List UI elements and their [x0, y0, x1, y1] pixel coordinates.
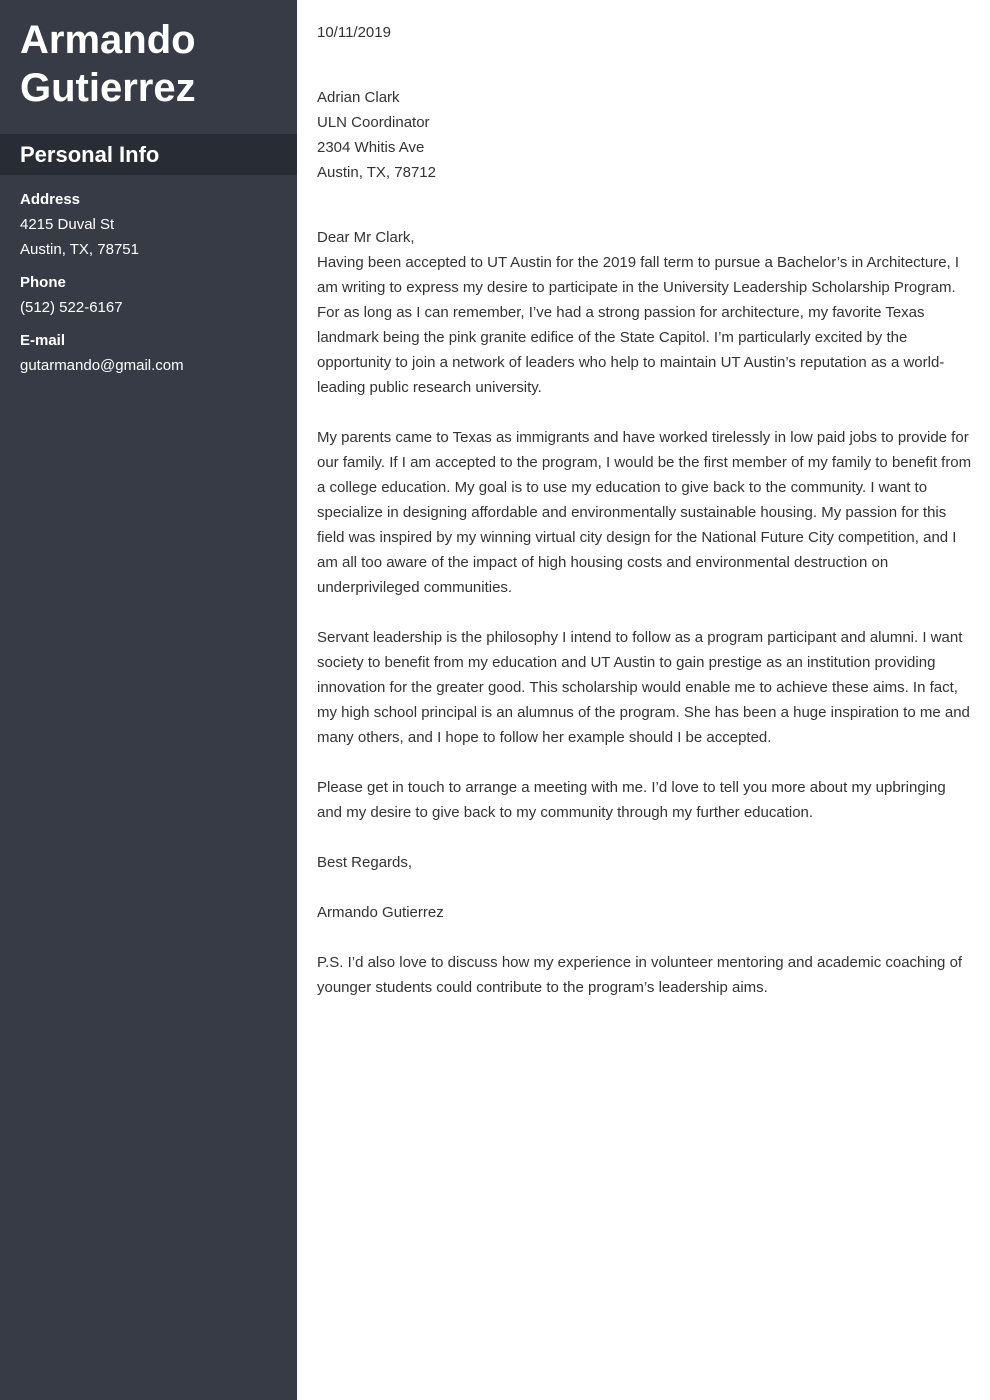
email-group: [20, 328, 277, 378]
closing: Best Regards,: [317, 854, 413, 871]
phone-label: Phone: [20, 274, 66, 291]
paragraph-1: Having been accepted to UT Austin for the 2019 fall term to pursue a Bachelor’s in Architecture, I am writing to express my desire to participate in the University Leadership Scholarship Program. For as long as I can remember, I’ve had a strong passion for architecture, my favorite Texas landmark being the pink granite edifice of the State Capitol. I’m particularly excited by the opportunity to join a network of leaders who help to maintain UT Austin’s reputation as a world-leading public research university.: [317, 254, 960, 396]
recipient-block: [317, 85, 973, 185]
signature: Armando Gutierrez: [317, 904, 444, 921]
personal-info-heading: Personal Info: [0, 134, 297, 175]
address-line-1: 4215 Duval St: [20, 216, 115, 233]
postscript: P.S. I’d also love to discuss how my experience in volunteer mentoring and academic coaching of younger students could contribute to the program’s leadership aims.: [317, 954, 963, 996]
recipient-name: Adrian Clark: [317, 89, 400, 106]
email-value: gutarmando@gmail.com: [20, 357, 184, 374]
sidebar: [0, 0, 297, 1400]
letter-body: [317, 20, 973, 1000]
recipient-city: Austin, TX, 78712: [317, 164, 436, 181]
applicant-first-name: Armando: [20, 18, 196, 62]
address-group: [20, 187, 277, 262]
paragraph-3: Servant leadership is the philosophy I intend to follow as a program participant and alumni. I want society to benefit from my education and UT Austin to gain prestige as an institution providing innovation for the greater good. This scholarship would enable me to achieve these aims. In fact, my high school principal is an alumnus of the program. She has been a huge inspiration to me and many others, and I hope to follow her example should I be accepted.: [317, 629, 970, 746]
personal-info: [0, 175, 297, 378]
recipient-street: 2304 Whitis Ave: [317, 139, 425, 156]
applicant-last-name: Gutierrez: [20, 66, 196, 110]
email-label: E-mail: [20, 332, 66, 349]
paragraph-4: Please get in touch to arrange a meeting with me. I’d love to tell you more about my upbringing and my desire to give back to my community through my further education.: [317, 779, 946, 821]
paragraph-2: My parents came to Texas as immigrants and have worked tirelessly in low paid jobs to provide for our family. If I am accepted to the program, I would be the first member of my family to benefit from a college education. My goal is to use my education to give back to the community. I want to specialize in designing affordable and environmentally sustainable housing. My passion for this field was inspired by my winning virtual city design for the National Future City competition, and I am all too aware of the impact of high housing costs and environmental destruction on underprivileged communities.: [317, 429, 972, 596]
letter-date: 10/11/2019: [317, 24, 391, 41]
address-line-2: Austin, TX, 78751: [20, 241, 139, 258]
phone-value: (512) 522-6167: [20, 299, 123, 316]
applicant-name: [0, 0, 297, 112]
phone-group: [20, 270, 277, 320]
address-label: Address: [20, 191, 81, 208]
salutation: Dear Mr Clark,: [317, 229, 415, 246]
recipient-title: ULN Coordinator: [317, 114, 430, 131]
